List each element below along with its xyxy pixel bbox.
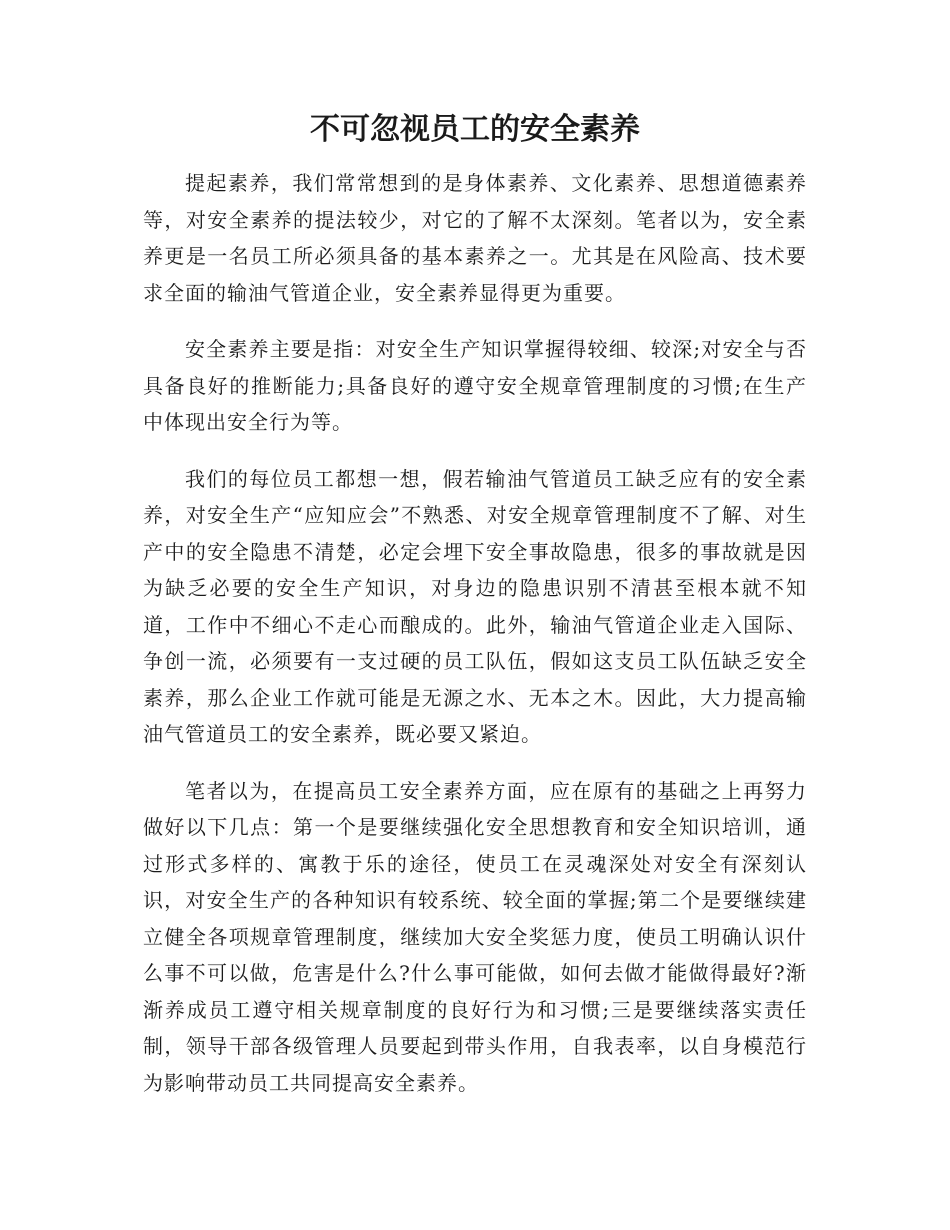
paragraph-1: 提起素养，我们常常想到的是身体素养、文化素养、思想道德素养等，对安全素养的提法较少，对它的了解不太深刻。笔者以为，安全素养更是一名员工所必须具备的基本素养之一。尤其是在风险高、技术要求全面的输油气管道企业，安全素养显得更为重要。 (143, 171, 807, 305)
paragraph-2: 安全素养主要是指：对安全生产知识掌握得较细、较深;对安全与否具备良好的推断能力;具备良好的遵守安全规章管理制度的习惯;在生产中体现出安全行为等。 (143, 337, 807, 434)
document-title: 不可忽视员工的安全素养 (310, 112, 640, 147)
paragraph-3: 我们的每位员工都想一想，假若输油气管道员工缺乏应有的安全素养，对安全生产“应知应会”不熟悉、对安全规章管理制度不了解、对生产中的安全隐患不清楚，必定会埋下安全事故隐患，很多的事故就是因为缺乏必要的安全生产知识，对身边的隐患识别不清甚至根本就不知道，工作中不细心不走心而酿成的。此外，输油气管道企业走入国际、争创一流，必须要有一支过硬的员工队伍，假如这支员工队伍缺乏安全素养，那么企业工作就可能是无源之水、无本之木。因此，大力提高输油气管道员工的安全素养，既必要又紧迫。 (143, 466, 807, 746)
document-body (143, 165, 807, 1121)
paragraph-4: 笔者以为，在提高员工安全素养方面，应在原有的基础之上再努力做好以下几点：第一个是要继续强化安全思想教育和安全知识培训，通过形式多样的、寓教于乐的途径，使员工在灵魂深处对安全有深刻认识，对安全生产的各种知识有较系统、较全面的掌握;第二个是要继续建立健全各项规章管理制度，继续加大安全奖惩力度，使员工明确认识什么事不可以做，危害是什么?什么事可能做，如何去做才能做得最好?渐渐养成员工遵守相关规章制度的良好行为和习惯;三是要继续落实责任制，领导干部各级管理人员要起到带头作用，自我表率，以自身模范行为影响带动员工共同提高安全素养。 (143, 778, 807, 1095)
